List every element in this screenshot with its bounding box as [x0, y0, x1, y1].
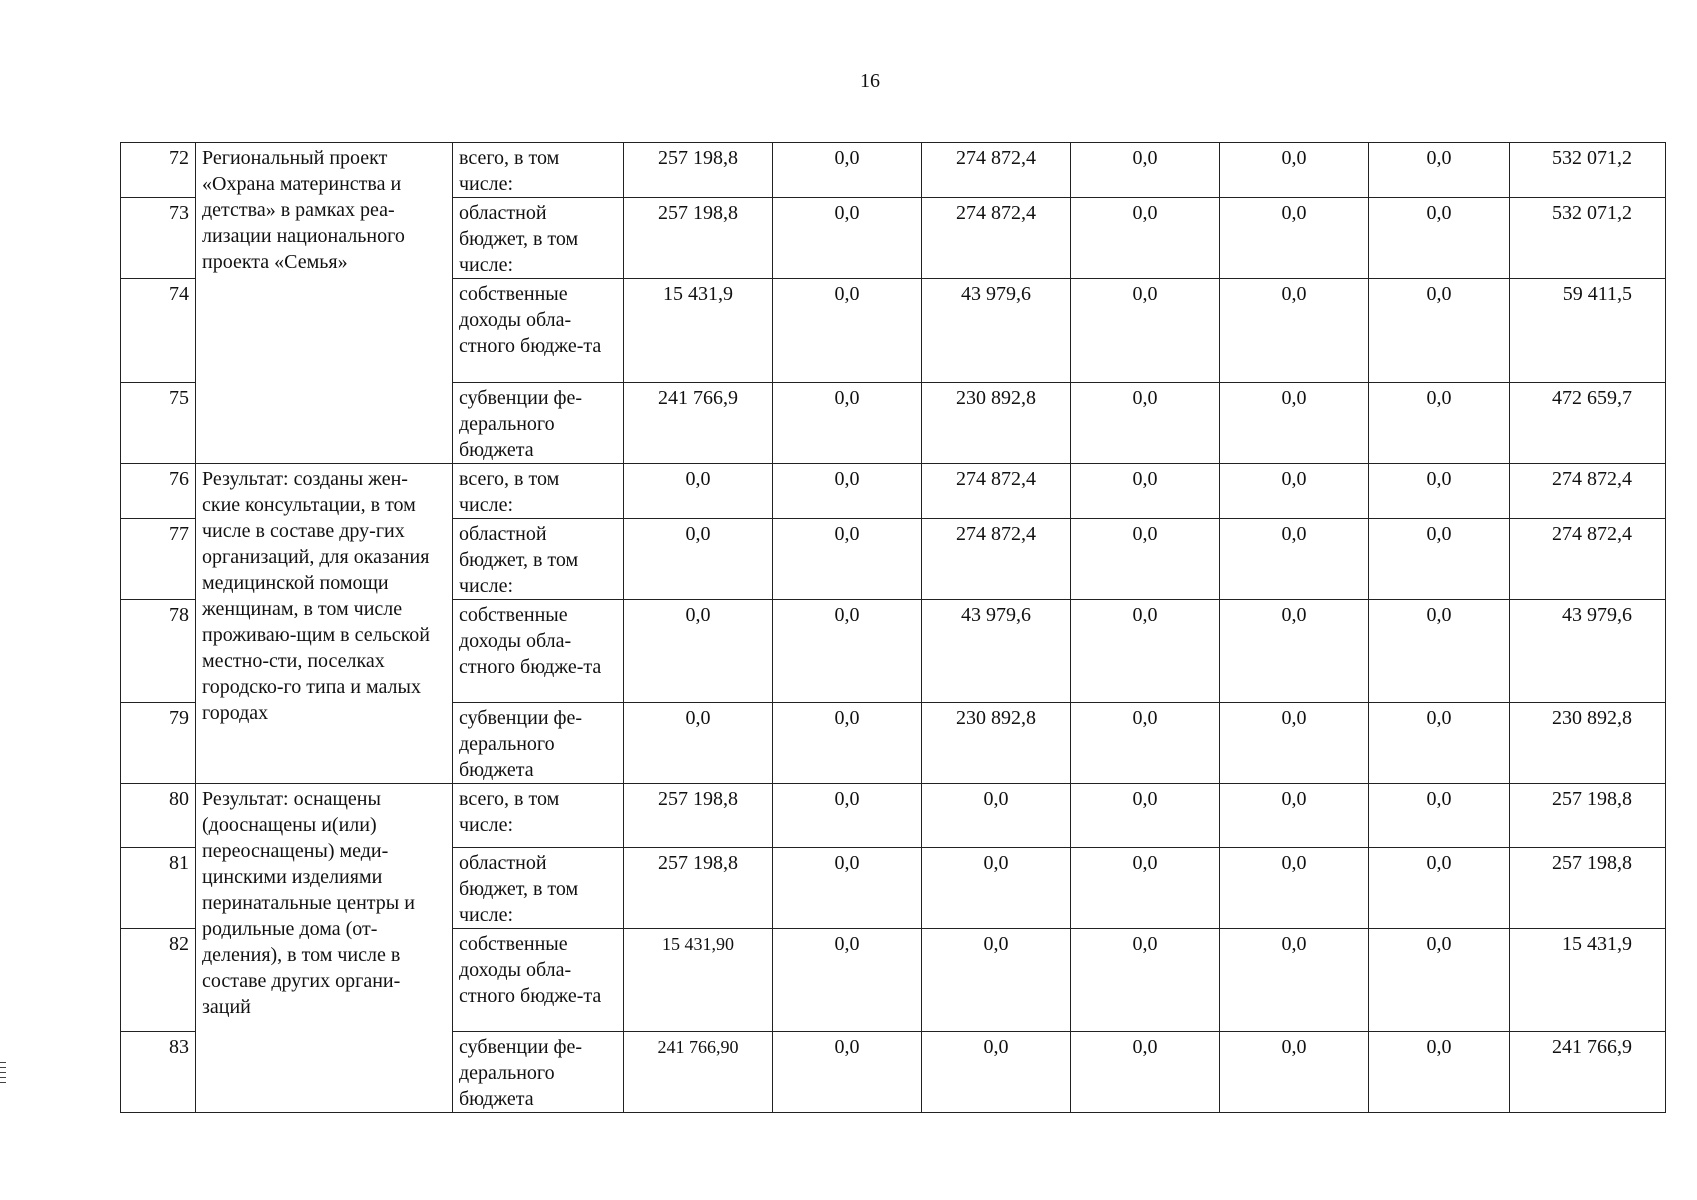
total-value: 532 071,2	[1510, 143, 1666, 198]
funding-source: собственные доходы обла-стного бюдже-та	[453, 279, 624, 383]
year-value: 0,0	[1071, 703, 1220, 784]
total-value: 15 431,9	[1510, 929, 1666, 1032]
funding-source: областной бюджет, в том числе:	[453, 198, 624, 279]
year-value: 0,0	[1071, 784, 1220, 848]
year-value: 0,0	[1071, 1032, 1220, 1113]
total-value: 59 411,5	[1510, 279, 1666, 383]
year-value: 0,0	[1369, 848, 1510, 929]
row-number: 83	[121, 1032, 196, 1113]
year-value: 0,0	[1220, 703, 1369, 784]
year-value: 241 766,90	[624, 1032, 773, 1113]
year-value: 0,0	[773, 464, 922, 519]
year-value: 0,0	[773, 519, 922, 600]
year-value: 0,0	[1369, 519, 1510, 600]
year-value: 0,0	[1220, 279, 1369, 383]
funding-source: всего, в том числе:	[453, 464, 624, 519]
row-number: 75	[121, 383, 196, 464]
year-value: 0,0	[1220, 1032, 1369, 1113]
year-value: 0,0	[1369, 383, 1510, 464]
year-value: 0,0	[773, 383, 922, 464]
table-body	[121, 143, 1666, 1113]
year-value: 43 979,6	[922, 600, 1071, 703]
year-value: 0,0	[1369, 600, 1510, 703]
total-value: 257 198,8	[1510, 848, 1666, 929]
row-number: 76	[121, 464, 196, 519]
row-number: 77	[121, 519, 196, 600]
row-number: 81	[121, 848, 196, 929]
year-value: 257 198,8	[624, 848, 773, 929]
year-value: 0,0	[1220, 929, 1369, 1032]
year-value: 0,0	[773, 279, 922, 383]
year-value: 0,0	[1220, 464, 1369, 519]
total-value: 257 198,8	[1510, 784, 1666, 848]
year-value: 0,0	[1220, 519, 1369, 600]
year-value: 0,0	[1369, 279, 1510, 383]
row-number: 73	[121, 198, 196, 279]
year-value: 0,0	[1220, 198, 1369, 279]
year-value: 0,0	[1071, 279, 1220, 383]
funding-source: областной бюджет, в том числе:	[453, 519, 624, 600]
year-value: 0,0	[1369, 784, 1510, 848]
year-value: 0,0	[922, 1032, 1071, 1113]
year-value: 0,0	[1220, 848, 1369, 929]
funding-source: субвенции фе-дерального бюджета	[453, 703, 624, 784]
year-value: 0,0	[773, 784, 922, 848]
year-value: 0,0	[1220, 143, 1369, 198]
year-value: 274 872,4	[922, 143, 1071, 198]
year-value: 257 198,8	[624, 198, 773, 279]
year-value: 274 872,4	[922, 519, 1071, 600]
row-number: 78	[121, 600, 196, 703]
year-value: 0,0	[1071, 929, 1220, 1032]
budget-table	[120, 142, 1666, 1113]
year-value: 0,0	[773, 143, 922, 198]
row-number: 72	[121, 143, 196, 198]
funding-source: собственные доходы обла-стного бюдже-та	[453, 929, 624, 1032]
year-value: 0,0	[1369, 1032, 1510, 1113]
year-value: 0,0	[922, 848, 1071, 929]
year-value: 0,0	[1369, 198, 1510, 279]
year-value: 0,0	[773, 929, 922, 1032]
year-value: 0,0	[1071, 143, 1220, 198]
year-value: 0,0	[624, 464, 773, 519]
year-value: 0,0	[624, 519, 773, 600]
year-value: 230 892,8	[922, 383, 1071, 464]
year-value: 0,0	[1220, 784, 1369, 848]
table-row	[121, 464, 1666, 519]
year-value: 257 198,8	[624, 143, 773, 198]
year-value: 0,0	[1071, 519, 1220, 600]
year-value: 0,0	[624, 600, 773, 703]
item-name: Результат: оснащены (дооснащены и(или) переоснащены) меди-цинскими изделиями перинатальные центры и родильные дома (от-деления), в том числе в составе других органи-заций	[196, 784, 453, 1113]
row-number: 82	[121, 929, 196, 1032]
item-name: Региональный проект «Охрана материнства и детства» в рамках реа-лизации национального проекта «Семья»	[196, 143, 453, 464]
row-number: 79	[121, 703, 196, 784]
funding-source: собственные доходы обла-стного бюдже-та	[453, 600, 624, 703]
funding-source: всего, в том числе:	[453, 143, 624, 198]
year-value: 0,0	[773, 703, 922, 784]
year-value: 230 892,8	[922, 703, 1071, 784]
year-value: 0,0	[1369, 143, 1510, 198]
year-value: 0,0	[773, 600, 922, 703]
table-row	[121, 784, 1666, 848]
year-value: 274 872,4	[922, 198, 1071, 279]
year-value: 0,0	[1369, 929, 1510, 1032]
total-value: 472 659,7	[1510, 383, 1666, 464]
year-value: 0,0	[922, 784, 1071, 848]
year-value: 0,0	[1071, 848, 1220, 929]
total-value: 230 892,8	[1510, 703, 1666, 784]
year-value: 0,0	[773, 198, 922, 279]
year-value: 0,0	[1071, 198, 1220, 279]
year-value: 0,0	[1071, 600, 1220, 703]
year-value: 0,0	[1369, 464, 1510, 519]
total-value: 532 071,2	[1510, 198, 1666, 279]
year-value: 0,0	[773, 848, 922, 929]
funding-source: областной бюджет, в том числе:	[453, 848, 624, 929]
row-number: 80	[121, 784, 196, 848]
page-number: 16	[860, 70, 880, 92]
year-value: 15 431,9	[624, 279, 773, 383]
total-value: 241 766,9	[1510, 1032, 1666, 1113]
year-value: 0,0	[1071, 383, 1220, 464]
funding-source: всего, в том числе:	[453, 784, 624, 848]
year-value: 15 431,90	[624, 929, 773, 1032]
year-value: 274 872,4	[922, 464, 1071, 519]
year-value: 241 766,9	[624, 383, 773, 464]
funding-source: субвенции фе-дерального бюджета	[453, 1032, 624, 1113]
year-value: 0,0	[624, 703, 773, 784]
year-value: 0,0	[922, 929, 1071, 1032]
row-number: 74	[121, 279, 196, 383]
total-value: 43 979,6	[1510, 600, 1666, 703]
year-value: 0,0	[773, 1032, 922, 1113]
scan-edge-marks	[0, 1062, 6, 1087]
total-value: 274 872,4	[1510, 519, 1666, 600]
year-value: 0,0	[1369, 703, 1510, 784]
year-value: 0,0	[1220, 600, 1369, 703]
year-value: 43 979,6	[922, 279, 1071, 383]
table-row	[121, 143, 1666, 198]
funding-source: субвенции фе-дерального бюджета	[453, 383, 624, 464]
item-name: Результат: созданы жен-ские консультации, в том числе в составе дру-гих организаций, для оказания медицинской помощи женщинам, в том числе проживаю-щим в сельской местно-сти, поселках городско-го типа и малых городах	[196, 464, 453, 784]
total-value: 274 872,4	[1510, 464, 1666, 519]
year-value: 0,0	[1071, 464, 1220, 519]
year-value: 257 198,8	[624, 784, 773, 848]
year-value: 0,0	[1220, 383, 1369, 464]
